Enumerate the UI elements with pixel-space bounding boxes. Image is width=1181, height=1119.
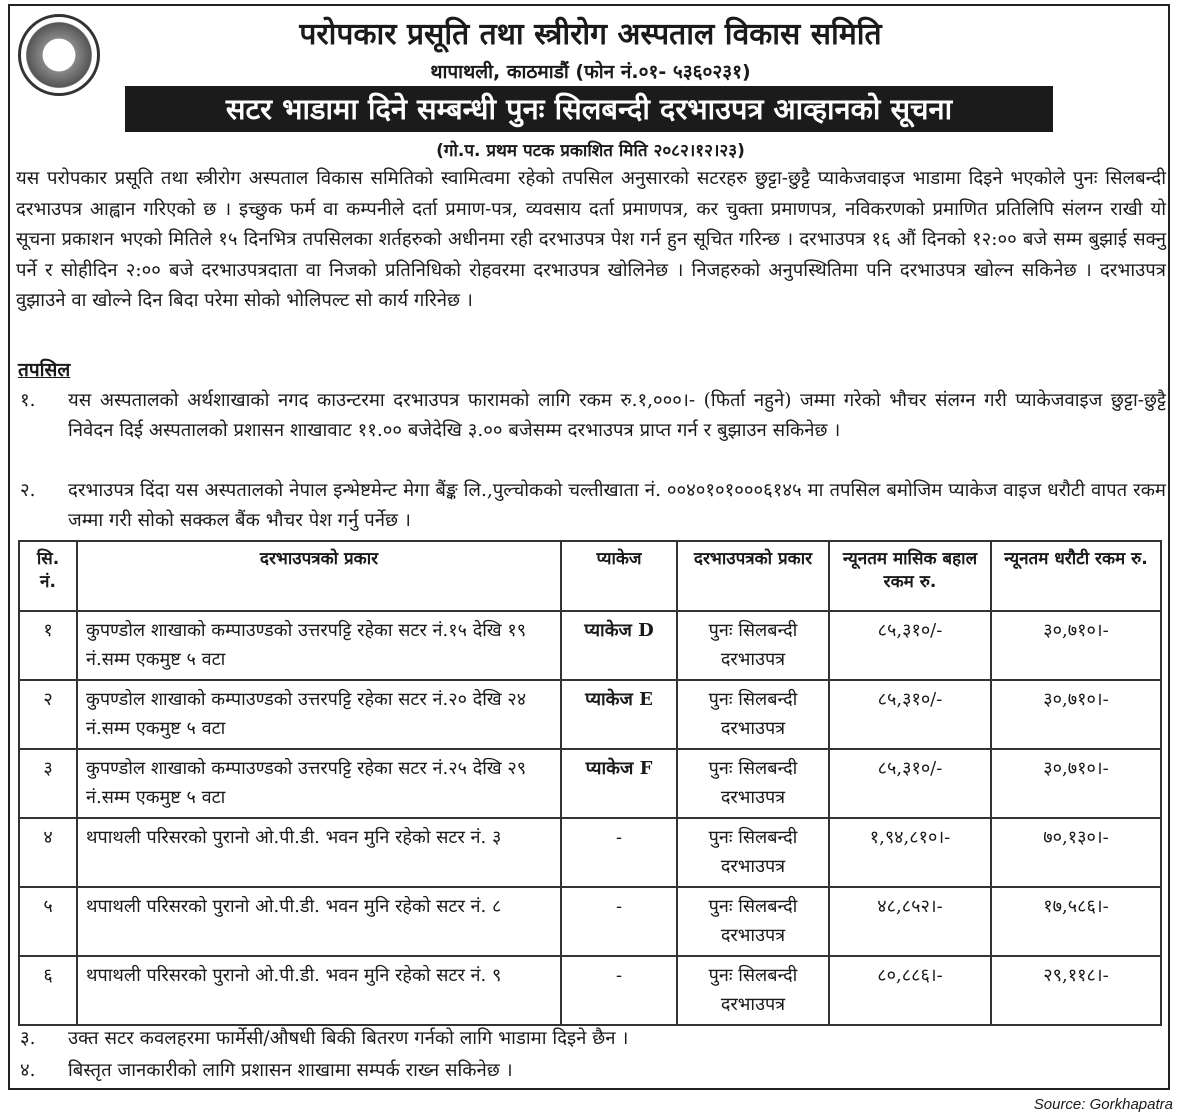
cell-package: - — [561, 956, 677, 1025]
cell-rent: ८५,३१०/- — [829, 611, 991, 680]
col-package: प्याकेज — [561, 541, 677, 611]
cell-deposit: ३०,७१०।- — [991, 749, 1161, 818]
item-text: दरभाउपत्र दिंदा यस अस्पतालको नेपाल इन्भेष्टमेन्ट मेगा बैंङ्क लि.,पुल्चोकको चल्तीखाता नं. ००४०१०१०००६१४५ मा तपसिल बमोजिम प्याकेज वाइज धरौटी वापत रकम जम्मा गरी सोको सक्कल बैंक भौचर पेश गर्नु पर्नेछ । — [68, 480, 1166, 531]
cell-rent: १,९४,८१०।- — [829, 818, 991, 887]
item-number: ३. — [20, 1028, 36, 1049]
intro-paragraph: यस परोपकार प्रसूति तथा स्त्रीरोग अस्पताल विकास समितिको स्वामित्वमा रहेको तपसिल अनुसारको सटरहरु छुट्टा-छुट्टै प्याकेजवाइज भाडामा दिइने भएकोले पुनः सिलबन्दी दरभाउपत्र आह्वान गरिएको छ । इच्छुक फर्म वा कम्पनीले दर्ता प्रमाण-पत्र, व्यवसाय दर्ता प्रमाणपत्र, कर चुक्ता प्रमाणपत्र, नविकरणको प्रमाणित प्रतिलिपि संलग्न राखी यो सूचना प्रकाशन भएको मितिले १५ दिनभित्र तपसिलका शर्तहरुको अधीनमा रही दरभाउपत्र पेश गर्न हुन सूचित गरिन्छ । दरभाउपत्र १६ औं दिनको १२:०० बजे सम्म बुझाई सक्नु पर्ने र सोहीदिन २:०० बजे दरभाउपत्रदाता वा निजको प्रतिनिधिको रोहवरमा दरभाउपत्र खोलिनेछ । निजहरुको अनुपस्थितिमा पनि दरभाउपत्र खोल्न सकिनेछ । दरभाउपत्र वुझाउने वा खोल्ने दिन बिदा परेमा सोको भोलिपल्ट सो कार्य गरिनेछ । — [16, 168, 1166, 311]
cell-desc: कुपण्डोल शाखाको कम्पाउण्डको उत्तरपट्टि रहेका सटर नं.२० देखि २४ नं.सम्म एकमुष्ट ५ वटा — [77, 680, 561, 749]
cell-sn: ६ — [19, 956, 77, 1025]
table-row — [19, 611, 1161, 680]
table-row — [19, 680, 1161, 749]
publish-date: (गो.प. प्रथम पटक प्रकाशित मिति २०८२।१२।२३) — [436, 141, 745, 161]
shutter-table — [18, 540, 1162, 1026]
cell-desc: थपाथली परिसरको पुरानो ओ.पी.डी. भवन मुनि रहेको सटर नं. ९ — [77, 956, 561, 1025]
source-credit: Source: Gorkhapatra — [1033, 1096, 1173, 1113]
col-description: दरभाउपत्रको प्रकार — [77, 541, 561, 611]
cell-type: पुनः सिलबन्दी दरभाउपत्र — [677, 680, 829, 749]
list-item — [16, 476, 1166, 536]
cell-sn: २ — [19, 680, 77, 749]
cell-package: - — [561, 887, 677, 956]
col-type: दरभाउपत्रको प्रकार — [677, 541, 829, 611]
table-header-row — [19, 541, 1161, 611]
cell-package: प्याकेज F — [561, 749, 677, 818]
item-text: बिस्तृत जानकारीको लागि प्रशासन शाखामा सम्पर्क राख्न सकिनेछ । — [68, 1060, 513, 1081]
cell-rent: ८५,३१०/- — [829, 749, 991, 818]
cell-type: पुनः सिलबन्दी दरभाउपत्र — [677, 956, 829, 1025]
notice-title: सटर भाडामा दिने सम्बन्धी पुनः सिलबन्दी दरभाउपत्र आव्हानको सूचना — [125, 86, 1053, 132]
item-number: २. — [20, 480, 36, 501]
col-sn: सि. नं. — [19, 541, 77, 611]
col-rent: न्यूनतम मासिक बहाल रकम रु. — [829, 541, 991, 611]
col-deposit: न्यूनतम धरौटी रकम रु. — [991, 541, 1161, 611]
cell-type: पुनः सिलबन्दी दरभाउपत्र — [677, 749, 829, 818]
cell-sn: ४ — [19, 818, 77, 887]
cell-type: पुनः सिलबन्दी दरभाउपत्र — [677, 611, 829, 680]
cell-deposit: ७०,१३०।- — [991, 818, 1161, 887]
table-row — [19, 818, 1161, 887]
cell-rent: ८०,८८६।- — [829, 956, 991, 1025]
item-text: उक्त सटर कवलहरमा फार्मेसी/औषधी बिकी बितरण गर्नको लागि भाडामा दिइने छैन । — [68, 1028, 629, 1049]
cell-rent: ४८,८५२।- — [829, 887, 991, 956]
cell-deposit: १७,५८६।- — [991, 887, 1161, 956]
cell-deposit: ३०,७१०।- — [991, 611, 1161, 680]
table-row — [19, 749, 1161, 818]
cell-sn: ३ — [19, 749, 77, 818]
cell-rent: ८५,३१०/- — [829, 680, 991, 749]
cell-desc: कुपण्डोल शाखाको कम्पाउण्डको उत्तरपट्टि रहेका सटर नं.२५ देखि २९ नं.सम्म एकमुष्ट ५ वटा — [77, 749, 561, 818]
item-text: यस अस्पतालको अर्थशाखाको नगद काउन्टरमा दरभाउपत्र फारामको लागि रकम रु.१,०००।- (फिर्ता नहुने) जम्मा गरेको भौचर संलग्न गरी प्याकेजवाइज छुट्टा-छुट्टै निवेदन दिई अस्पतालको प्रशासन शाखावाट ११.०० बजेदेखि ३.०० बजेसम्म दरभाउपत्र प्राप्त गर्न र बुझाउन सकिनेछ । — [68, 390, 1166, 441]
org-address: थापाथली, काठमाडौं (फोन नं.०१- ५३६०२३१) — [430, 61, 751, 83]
cell-package: प्याकेज E — [561, 680, 677, 749]
cell-deposit: २९,११८।- — [991, 956, 1161, 1025]
cell-package: - — [561, 818, 677, 887]
item-number: ४. — [20, 1060, 36, 1081]
cell-desc: थपाथली परिसरको पुरानो ओ.पी.डी. भवन मुनि रहेको सटर नं. ३ — [77, 818, 561, 887]
item-number: १. — [20, 390, 36, 411]
cell-type: पुनः सिलबन्दी दरभाउपत्र — [677, 887, 829, 956]
cell-deposit: ३०,७१०।- — [991, 680, 1161, 749]
table-row — [19, 887, 1161, 956]
cell-sn: १ — [19, 611, 77, 680]
table-row — [19, 956, 1161, 1025]
list-item — [16, 1024, 1166, 1054]
cell-package: प्याकेज D — [561, 611, 677, 680]
list-item — [16, 1056, 1166, 1086]
cell-desc: थपाथली परिसरको पुरानो ओ.पी.डी. भवन मुनि रहेको सटर नं. ८ — [77, 887, 561, 956]
tapsil-heading: तपसिल — [18, 359, 71, 381]
cell-desc: कुपण्डोल शाखाको कम्पाउण्डको उत्तरपट्टि रहेका सटर नं.१५ देखि १९ नं.सम्म एकमुष्ट ५ वटा — [77, 611, 561, 680]
cell-sn: ५ — [19, 887, 77, 956]
list-item — [16, 386, 1166, 446]
cell-type: पुनः सिलबन्दी दरभाउपत्र — [677, 818, 829, 887]
org-name: परोपकार प्रसूति तथा स्त्रीरोग अस्पताल विकास समिति — [299, 17, 882, 52]
